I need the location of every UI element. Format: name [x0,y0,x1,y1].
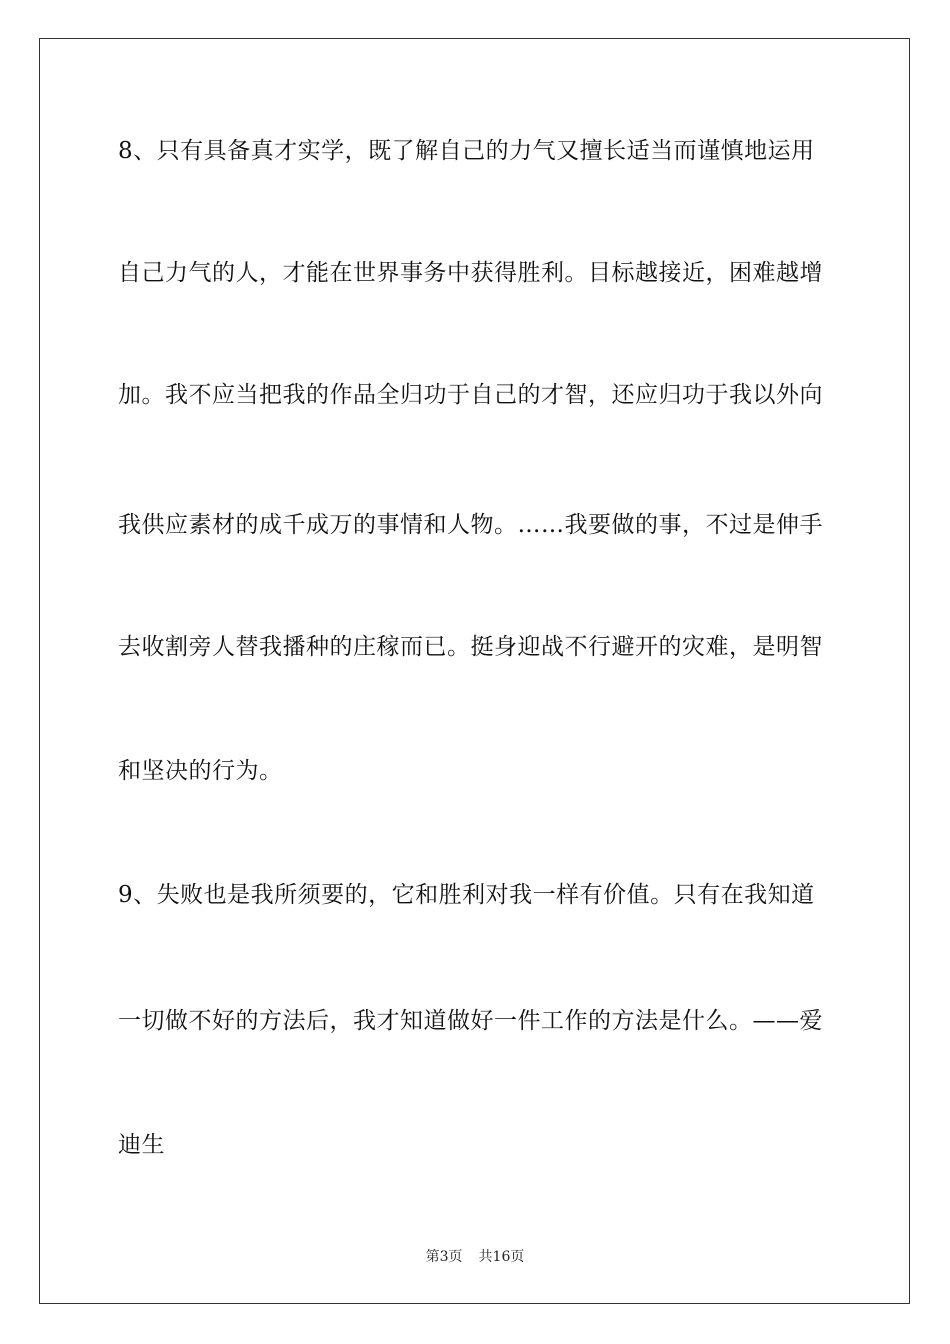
paragraph-9-line-1: 9、失败也是我所须要的，它和胜利对我一样有价值。只有在我知道 [118,882,815,908]
page-footer [0,1248,950,1266]
page-border [39,38,910,1304]
paragraph-9-line-3: 迪生 [118,1132,165,1158]
paragraph-9-line-2: 一切做不好的方法后，我才知道做好一件工作的方法是什么。——爱 [118,1008,823,1034]
page-number: 第3页 [425,1249,463,1265]
paragraph-8-line-1: 8、只有具备真才实学，既了解自己的力气又擅长适当而谨慎地运用 [118,138,815,164]
paragraph-8-line-4: 我供应素材的成千成万的事情和人物。……我要做的事，不过是伸手 [118,512,823,538]
paragraph-8-line-2: 自己力气的人，才能在世界事务中获得胜利。目标越接近，困难越增 [118,260,823,286]
paragraph-8-line-5: 去收割旁人替我播种的庄稼而已。挺身迎战不行避开的灾难，是明智 [118,634,823,660]
paragraph-8-line-3: 加。我不应当把我的作品全归功于自己的才智，还应归功于我以外向 [118,382,823,408]
total-pages: 共16页 [478,1249,525,1265]
paragraph-8-line-6: 和坚决的行为。 [118,758,283,784]
